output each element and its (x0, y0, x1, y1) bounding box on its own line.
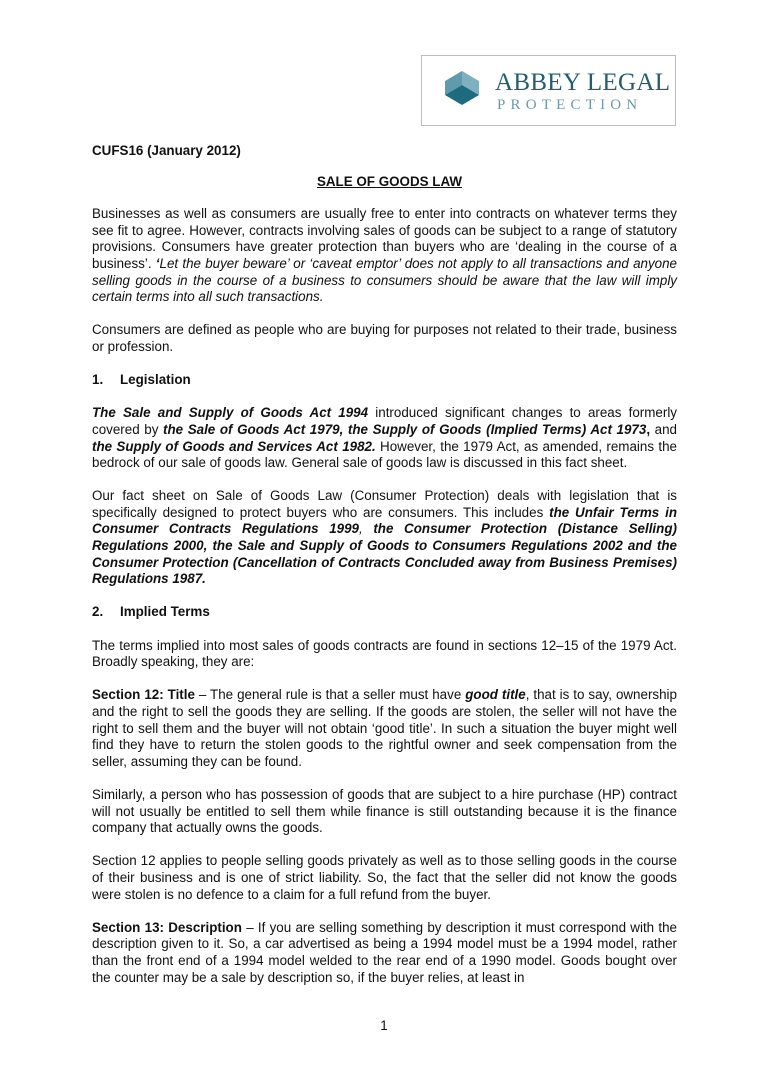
paragraph (92, 920, 677, 986)
paragraph (92, 405, 677, 471)
text-run: – If you are selling something by description it must correspond with the description given to it. So, a car advertised as being a 1994 model must be a 1994 model, rather than the front end of a 1994 model welded to the rear end of a 1990 model. Goods bought over the counter may be a sale by description so, if the buyer relies, at least in (92, 919, 677, 985)
text-run: , (646, 421, 651, 437)
paragraph (92, 322, 677, 355)
text-run: good title (465, 687, 526, 703)
text-run: Consumers are defined as people who are buying for purposes not related to their trade, business or profession. (92, 322, 677, 354)
text-run: , that is to say, ownership and the right to sell the goods they are selling. If the goods are stolen, the seller will not have the right to sell them and the buyer will not obtain ‘good title’. In such a situation the buyer might well find they have to return the stolen goods to the rightful owner and seek compensation from the seller, assuming they can be found. (92, 687, 677, 769)
abbey-legal-logo (421, 55, 676, 126)
text-run: the Consumer Protection (Distance Selling) Regulations 2000, the Sale and Supply of Goods to Consumers Regulations 2002 and the Consumer Protection (Cancellation of Contracts Concluded away from Business Premises) Regulations 1987. (92, 521, 677, 587)
section-number: 1. (92, 372, 104, 388)
section-heading (92, 372, 677, 389)
text-run: the Supply of Goods and Services Act 1982. (92, 438, 376, 454)
page-number: 1 (380, 1018, 388, 1033)
text-run: Let the buyer beware’ or ‘caveat emptor’ does not apply to all transactions and anyone selling goods in the course of a business to consumers should be aware that the law will imply certain terms into all such transactions. (92, 255, 677, 305)
text-run: Our fact sheet on Sale of Goods Law (Consumer Protection) deals with legislation that is specifically designed to protect buyers who are consumers. This includes (92, 488, 677, 520)
paragraph (92, 787, 677, 837)
section-title: Implied Terms (120, 604, 210, 620)
paragraph (92, 853, 677, 903)
text-run: the Unfair Terms in Consumer Contracts Regulations 1999 (92, 504, 677, 537)
section-title: Legislation (120, 372, 191, 388)
cube-logo-icon (444, 71, 480, 113)
section-number: 2. (92, 604, 104, 620)
text-run: Section 13: Description (92, 919, 242, 935)
section-heading (92, 604, 677, 621)
text-run: – The general rule is that a seller must have (194, 687, 466, 703)
text-run: and (650, 421, 677, 437)
text-run: Similarly, a person who has possession of goods that are subject to a hire purchase (HP) contract will not usually be entitled to sell them while finance is still outstanding because it is the finance company that actually owns the goods. (92, 786, 677, 836)
document-title: SALE OF GOODS LAW (316, 173, 463, 189)
paragraph (92, 206, 677, 306)
logo-line1: ABBEY LEGAL (495, 69, 671, 96)
document-body (92, 143, 677, 1003)
text-run: Section 12 applies to people selling goods privately as well as to those selling goods in the course of their business and is one of strict liability. So, the fact that the seller did not know the goods were stolen is no defence to a claim for a full refund from the buyer. (92, 853, 677, 902)
paragraph (92, 638, 677, 671)
text-run: Section 12: Title (92, 687, 195, 703)
text-run: The Sale and Supply of Goods Act 1994 (92, 405, 369, 421)
text-run: introduced significant changes to areas formerly covered by (92, 405, 677, 437)
document-sections (92, 206, 677, 986)
paragraph (92, 687, 677, 770)
text-run: The terms implied into most sales of goods contracts are found in sections 12–15 of the 1979 Act. Broadly speaking, they are: (92, 637, 677, 670)
text-run: , (359, 521, 374, 537)
document-id: CUFS16 (January 2012) (92, 143, 241, 158)
text-run: the Sale of Goods Act 1979, the Supply of Goods (Implied Terms) Act 1973 (163, 421, 647, 437)
text-run: However, the 1979 Act, as amended, remains the bedrock of our sale of goods law. General sale of goods law is discussed in this fact sheet. (92, 438, 677, 471)
paragraph (92, 488, 677, 588)
logo-line2: PROTECTION (497, 97, 643, 113)
text-run: Businesses as well as consumers are usually free to enter into contracts on whatever terms they see fit to agree. However, contracts involving sales of goods can be subject to a range of statutory provisions. Consumers have greater protection than buyers who are ‘dealing in the course of a business’. (92, 206, 677, 271)
text-run: ‘ (155, 255, 160, 271)
